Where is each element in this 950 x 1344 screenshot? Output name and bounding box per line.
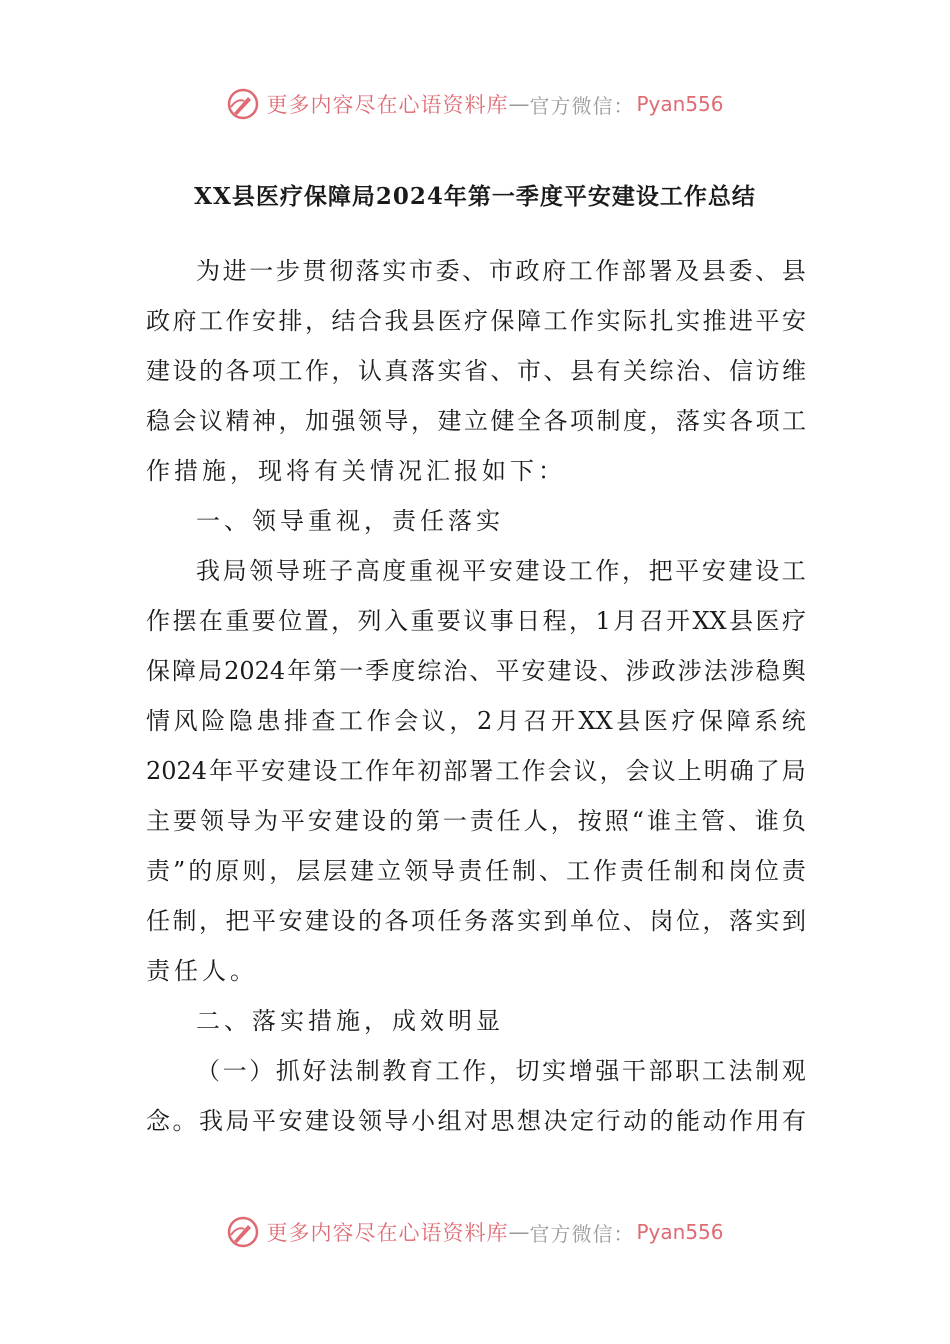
paragraph-line: 稳 会 议 精 神 ， 加 强 领 导 ， 建 立 健 全 各 项 制 度 ， 落 实 各 项 工 — [146, 407, 806, 435]
banner-separator: — — [508, 92, 530, 116]
banner-wechat-id: Pyan556 — [636, 1220, 724, 1244]
pen-logo-icon — [226, 1215, 260, 1249]
banner-main-text: 更多内容尽在心语资料库 — [266, 1221, 509, 1245]
document-title: XX县医疗保障局2024年第一季度平安建设工作总结 — [194, 183, 756, 210]
subsection-line: （ 一 ） 抓 好 法 制 教 育 工 作 ， 切 实 增 强 干 部 职 工 法 制 观 — [196, 1057, 806, 1085]
banner-wechat-label: 官方微信： — [529, 93, 635, 118]
paragraph-line: 责 ” 的 原 则 ， 层 层 建 立 领 导 责 任 制 、 工 作 责 任 制 和 岗 位 责 — [146, 857, 806, 885]
paragraph-line: 念 。 我 局 平 安 建 设 领 导 小 组 对 思 想 决 定 行 动 的 能 动 作 用 有 — [146, 1107, 806, 1135]
paragraph-line: 我 局 领 导 班 子 高 度 重 视 平 安 建 设 工 作 ， 把 平 安 建 设 工 — [196, 557, 806, 585]
banner-wechat-id: Pyan556 — [636, 92, 724, 116]
footer-watermark — [0, 1212, 950, 1252]
paragraph-line: 作 摆 在 重 要 位 置 ， 列 入 重 要 议 事 日 程 ， 1 月 召 开 XX 县 医 疗 — [146, 607, 806, 635]
banner-main-text: 更多内容尽在心语资料库 — [266, 93, 509, 117]
paragraph-line: 政 府 工 作 安 排 ， 结 合 我 县 医 疗 保 障 工 作 实 际 扎 实 推 进 平 安 — [146, 307, 806, 335]
paragraph-line: 保 障 局 2024 年 第 一 季 度 综 治 、 平 安 建 设 、 涉 政 涉 法 涉 稳 舆 — [146, 657, 806, 685]
paragraph-line: 2024 年 平 安 建 设 工 作 年 初 部 署 工 作 会 议 ， 会 议 上 明 确 了 局 — [146, 757, 806, 785]
paragraph-line: 任 制 ， 把 平 安 建 设 的 各 项 任 务 落 实 到 单 位 、 岗 位 ， 落 实 到 — [146, 907, 806, 935]
banner-separator: — — [508, 1220, 530, 1244]
document-body — [146, 246, 806, 1146]
paragraph-line: 为 进 一 步 贯 彻 落 实 市 委 、 市 政 府 工 作 部 署 及 县 委 、 县 — [196, 257, 806, 285]
paragraph-line: 主 要 领 导 为 平 安 建 设 的 第 一 责 任 人 ， 按 照 “ 谁 主 管 、 谁 负 — [146, 807, 806, 835]
paragraph-line: 责任人。 — [146, 957, 258, 985]
paragraph-line: 情 风 险 隐 患 排 查 工 作 会 议 ， 2 月 召 开 XX 县 医 疗 保 障 系 统 — [146, 707, 806, 735]
header-watermark — [0, 84, 950, 124]
section-heading: 一、领导重视，责任落实 — [196, 507, 504, 535]
pen-logo-icon — [226, 87, 260, 121]
section-heading: 二、落实措施，成效明显 — [196, 1007, 504, 1035]
paragraph-line: 建 设 的 各 项 工 作 ， 认 真 落 实 省 、 市 、 县 有 关 综 治 、 信 访 维 — [146, 357, 806, 385]
banner-wechat-label: 官方微信： — [529, 1221, 635, 1246]
paragraph-line: 作措施，现将有关情况汇报如下： — [146, 457, 566, 485]
